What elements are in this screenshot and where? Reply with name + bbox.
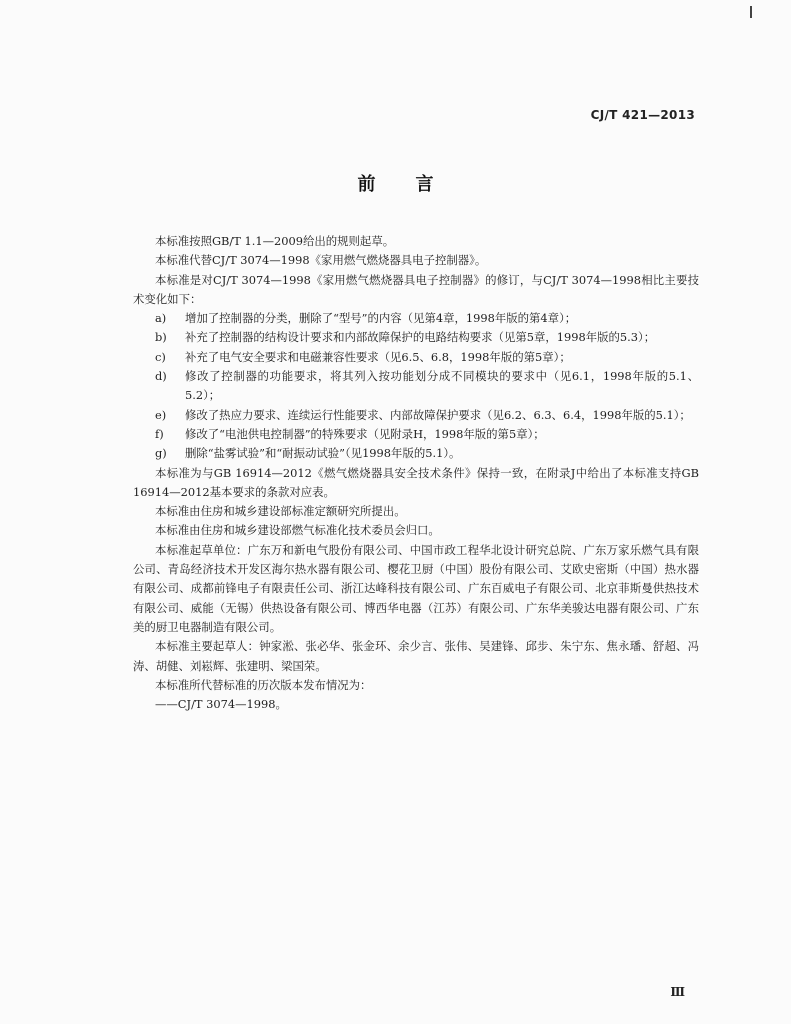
list-marker: e) xyxy=(155,407,167,422)
list-item xyxy=(133,328,699,347)
list-text: 补充了控制器的结构设计要求和内部故障保护的电路结构要求（见第5章，1998年版的5.3）； xyxy=(185,330,656,345)
list-marker: b) xyxy=(155,330,167,345)
list-text: 修改了“电池供电控制器”的特殊要求（见附录H，1998年版的第5章）； xyxy=(185,426,545,441)
paragraph-history-intro: 本标准所代替标准的历次版本发布情况为： xyxy=(155,677,372,692)
list-text: 修改了控制器的功能要求，将其列入按功能划分成不同模块的要求中（见6.1，1998年版的5.1、5.2）； xyxy=(185,369,699,403)
paragraph-drafters: 本标准主要起草人：钟家淞、张必华、张金环、余少言、张伟、吴建锋、邱步、朱宁东、焦永璠、舒超、冯涛、胡健、刘崧辉、张建明、梁国荣。 xyxy=(133,639,699,673)
list-item xyxy=(133,406,699,425)
paragraph-replaces: 本标准代替CJ/T 3074—1998《家用燃气燃烧器具电子控制器》。 xyxy=(155,253,487,268)
list-item xyxy=(133,348,699,367)
changes-list xyxy=(133,309,699,463)
list-marker: c) xyxy=(155,349,166,364)
list-text: 删除“盐雾试验”和“耐振动试验”（见1998年版的5.1）。 xyxy=(185,446,461,461)
paragraph-proposed-by: 本标准由住房和城乡建设部标准定额研究所提出。 xyxy=(155,504,406,519)
paragraph-consistency: 本标准为与GB 16914—2012《燃气燃烧器具安全技术条件》保持一致，在附录J中给出了本标准支持GB 16914—2012基本要求的条款对应表。 xyxy=(133,465,699,499)
page-title: 前言 xyxy=(357,174,474,195)
list-text: 补充了电气安全要求和电磁兼容性要求（见6.5、6.8，1998年版的第5章）； xyxy=(185,349,571,364)
history-entry: ——CJ/T 3074—1998。 xyxy=(155,697,287,712)
page-number: Ⅲ xyxy=(670,985,685,999)
list-marker: a) xyxy=(155,311,167,326)
list-item xyxy=(133,309,699,328)
scan-edge-mark xyxy=(750,6,752,18)
paragraph-drafting-units: 本标准起草单位：广东万和新电气股份有限公司、中国市政工程华北设计研究总院、广东万家乐燃气具有限公司、青岛经济技术开发区海尔热水器有限公司、樱花卫厨（中国）股份有限公司、艾欧史密斯（中国）热水器有限公司、成都前锋电子有限责任公司、浙江达峰科技有限公司、广东百威电子有限公司、北京菲斯曼供热技术有限公司、威能（无锡）供热设备有限公司、博西华电器（江苏）有限公司、广东华美骏达电器有限公司、广东美的厨卫电器制造有限公司。 xyxy=(133,542,699,634)
paragraph-revision-intro: 本标准是对CJ/T 3074—1998《家用燃气燃烧器具电子控制器》的修订，与CJ/T 3074—1998相比主要技术变化如下： xyxy=(133,272,699,306)
paragraph-centralized-by: 本标准由住房和城乡建设部燃气标准化技术委员会归口。 xyxy=(155,523,440,538)
list-item xyxy=(133,367,699,406)
list-text: 增加了控制器的分类，删除了“型号”的内容（见第4章，1998年版的第4章）； xyxy=(185,311,577,326)
list-item xyxy=(133,444,699,463)
document-code: CJ/T 421—2013 xyxy=(590,108,695,122)
foreword-body xyxy=(133,232,699,714)
paragraph-drafting-rules: 本标准按照GB/T 1.1—2009给出的规则起草。 xyxy=(155,234,395,248)
list-marker: d) xyxy=(155,369,167,384)
list-marker: f) xyxy=(155,426,164,441)
list-item xyxy=(133,425,699,444)
list-text: 修改了热应力要求、连续运行性能要求、内部故障保护要求（见6.2、6.3、6.4，1998年版的5.1）； xyxy=(185,407,691,422)
list-marker: g) xyxy=(155,446,167,461)
